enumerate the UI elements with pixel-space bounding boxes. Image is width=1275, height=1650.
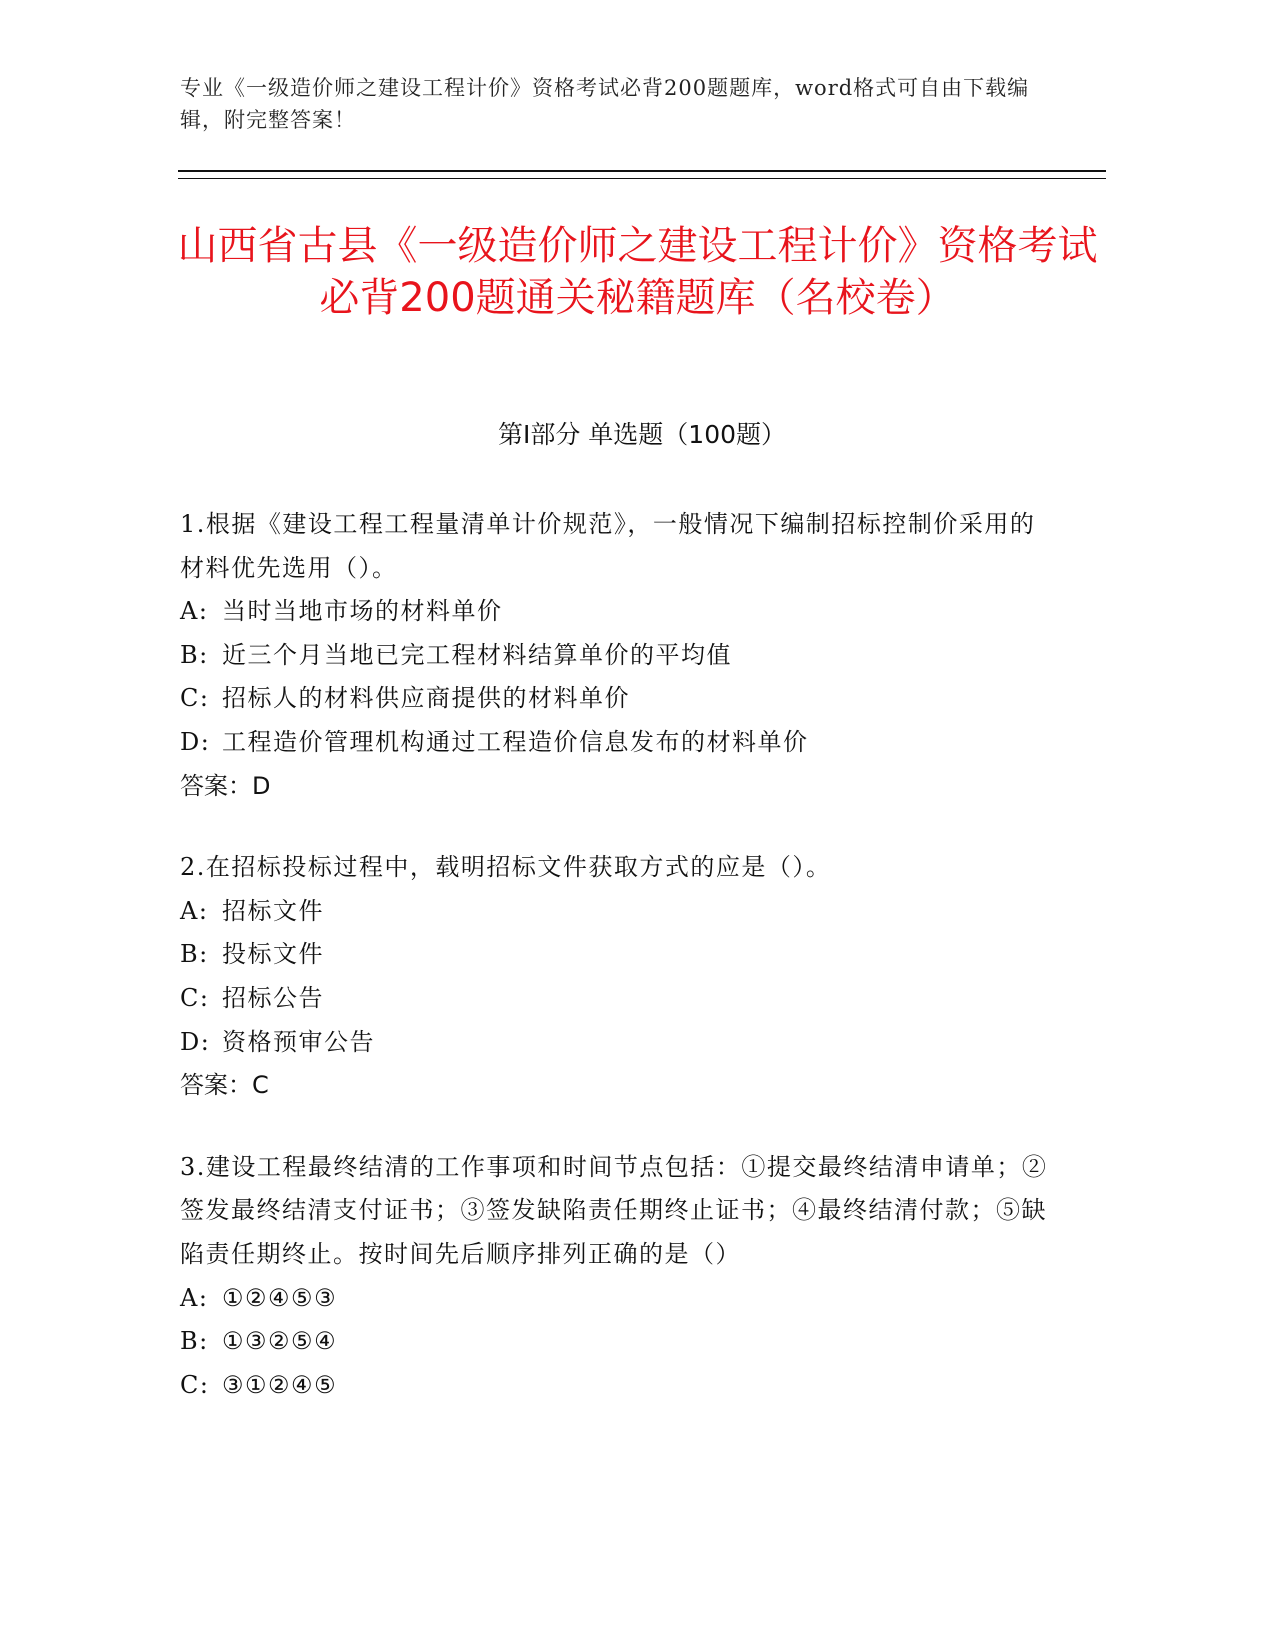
option-a (180, 1277, 1060, 1321)
header-divider-thick (178, 170, 1106, 172)
option-key: A: (180, 1283, 209, 1312)
option-key: C: (180, 983, 210, 1012)
section-heading: 第Ⅰ部分 单选题（100题） (497, 420, 787, 449)
question-stem: 1.根据《建设工程工程量清单计价规范》，一般情况下编制招标控制价采用的材料优先选用（）。 (180, 510, 1036, 582)
option-b (180, 1320, 1060, 1364)
question-1 (180, 503, 1060, 808)
option-c (180, 677, 1060, 721)
option-a (180, 890, 1060, 934)
question-list (180, 503, 1060, 1445)
option-text: 工程造价管理机构通过工程造价信息发布的材料单价 (222, 727, 809, 756)
option-d (180, 721, 1060, 765)
option-text: ①②④⑤③ (222, 1283, 338, 1312)
question-stem: 3.建设工程最终结清的工作事项和时间节点包括：①提交最终结清申请单；②签发最终结清支付证书；③签发缺陷责任期终止证书；④最终结清付款；⑤缺陷责任期终止。按时间先后顺序排列正确的是（） (180, 1152, 1048, 1268)
option-key: C: (180, 684, 210, 713)
option-list (180, 890, 1060, 1064)
option-key: A: (180, 896, 209, 925)
option-text: ①③②⑤④ (222, 1327, 338, 1356)
option-a (180, 590, 1060, 634)
option-key: B: (180, 1327, 209, 1356)
option-key: D: (180, 727, 211, 756)
option-key: B: (180, 640, 209, 669)
option-text: 资格预审公告 (222, 1027, 375, 1056)
option-b (180, 634, 1060, 678)
option-text: 投标文件 (222, 940, 324, 969)
option-text: ③①②④⑤ (222, 1370, 338, 1399)
option-c (180, 977, 1060, 1021)
question-2 (180, 846, 1060, 1108)
option-key: D: (180, 1027, 211, 1056)
document-title: 山西省古县《一级造价师之建设工程计价》资格考试必背200题通关秘籍题库（名校卷） (177, 223, 1098, 321)
option-c (180, 1364, 1060, 1408)
answer-line: 答案：D (180, 771, 271, 800)
option-text: 招标公告 (222, 983, 324, 1012)
option-b (180, 933, 1060, 977)
option-key: B: (180, 940, 209, 969)
option-key: A: (180, 597, 209, 626)
header-note: 专业《一级造价师之建设工程计价》资格考试必背200题题库，word格式可自由下载编辑，附完整答案！ (180, 76, 1030, 132)
question-3 (180, 1146, 1060, 1408)
option-text: 近三个月当地已完工程材料结算单价的平均值 (222, 640, 732, 669)
option-d (180, 1021, 1060, 1065)
question-stem: 2.在招标投标过程中，载明招标文件获取方式的应是（）。 (180, 853, 832, 882)
option-text: 招标文件 (222, 896, 324, 925)
option-text: 招标人的材料供应商提供的材料单价 (222, 684, 630, 713)
answer-line: 答案：C (180, 1071, 269, 1100)
option-text: 当时当地市场的材料单价 (222, 597, 503, 626)
option-list (180, 1277, 1060, 1408)
option-key: C: (180, 1370, 210, 1399)
option-list (180, 590, 1060, 764)
header-divider-thin (178, 178, 1106, 179)
